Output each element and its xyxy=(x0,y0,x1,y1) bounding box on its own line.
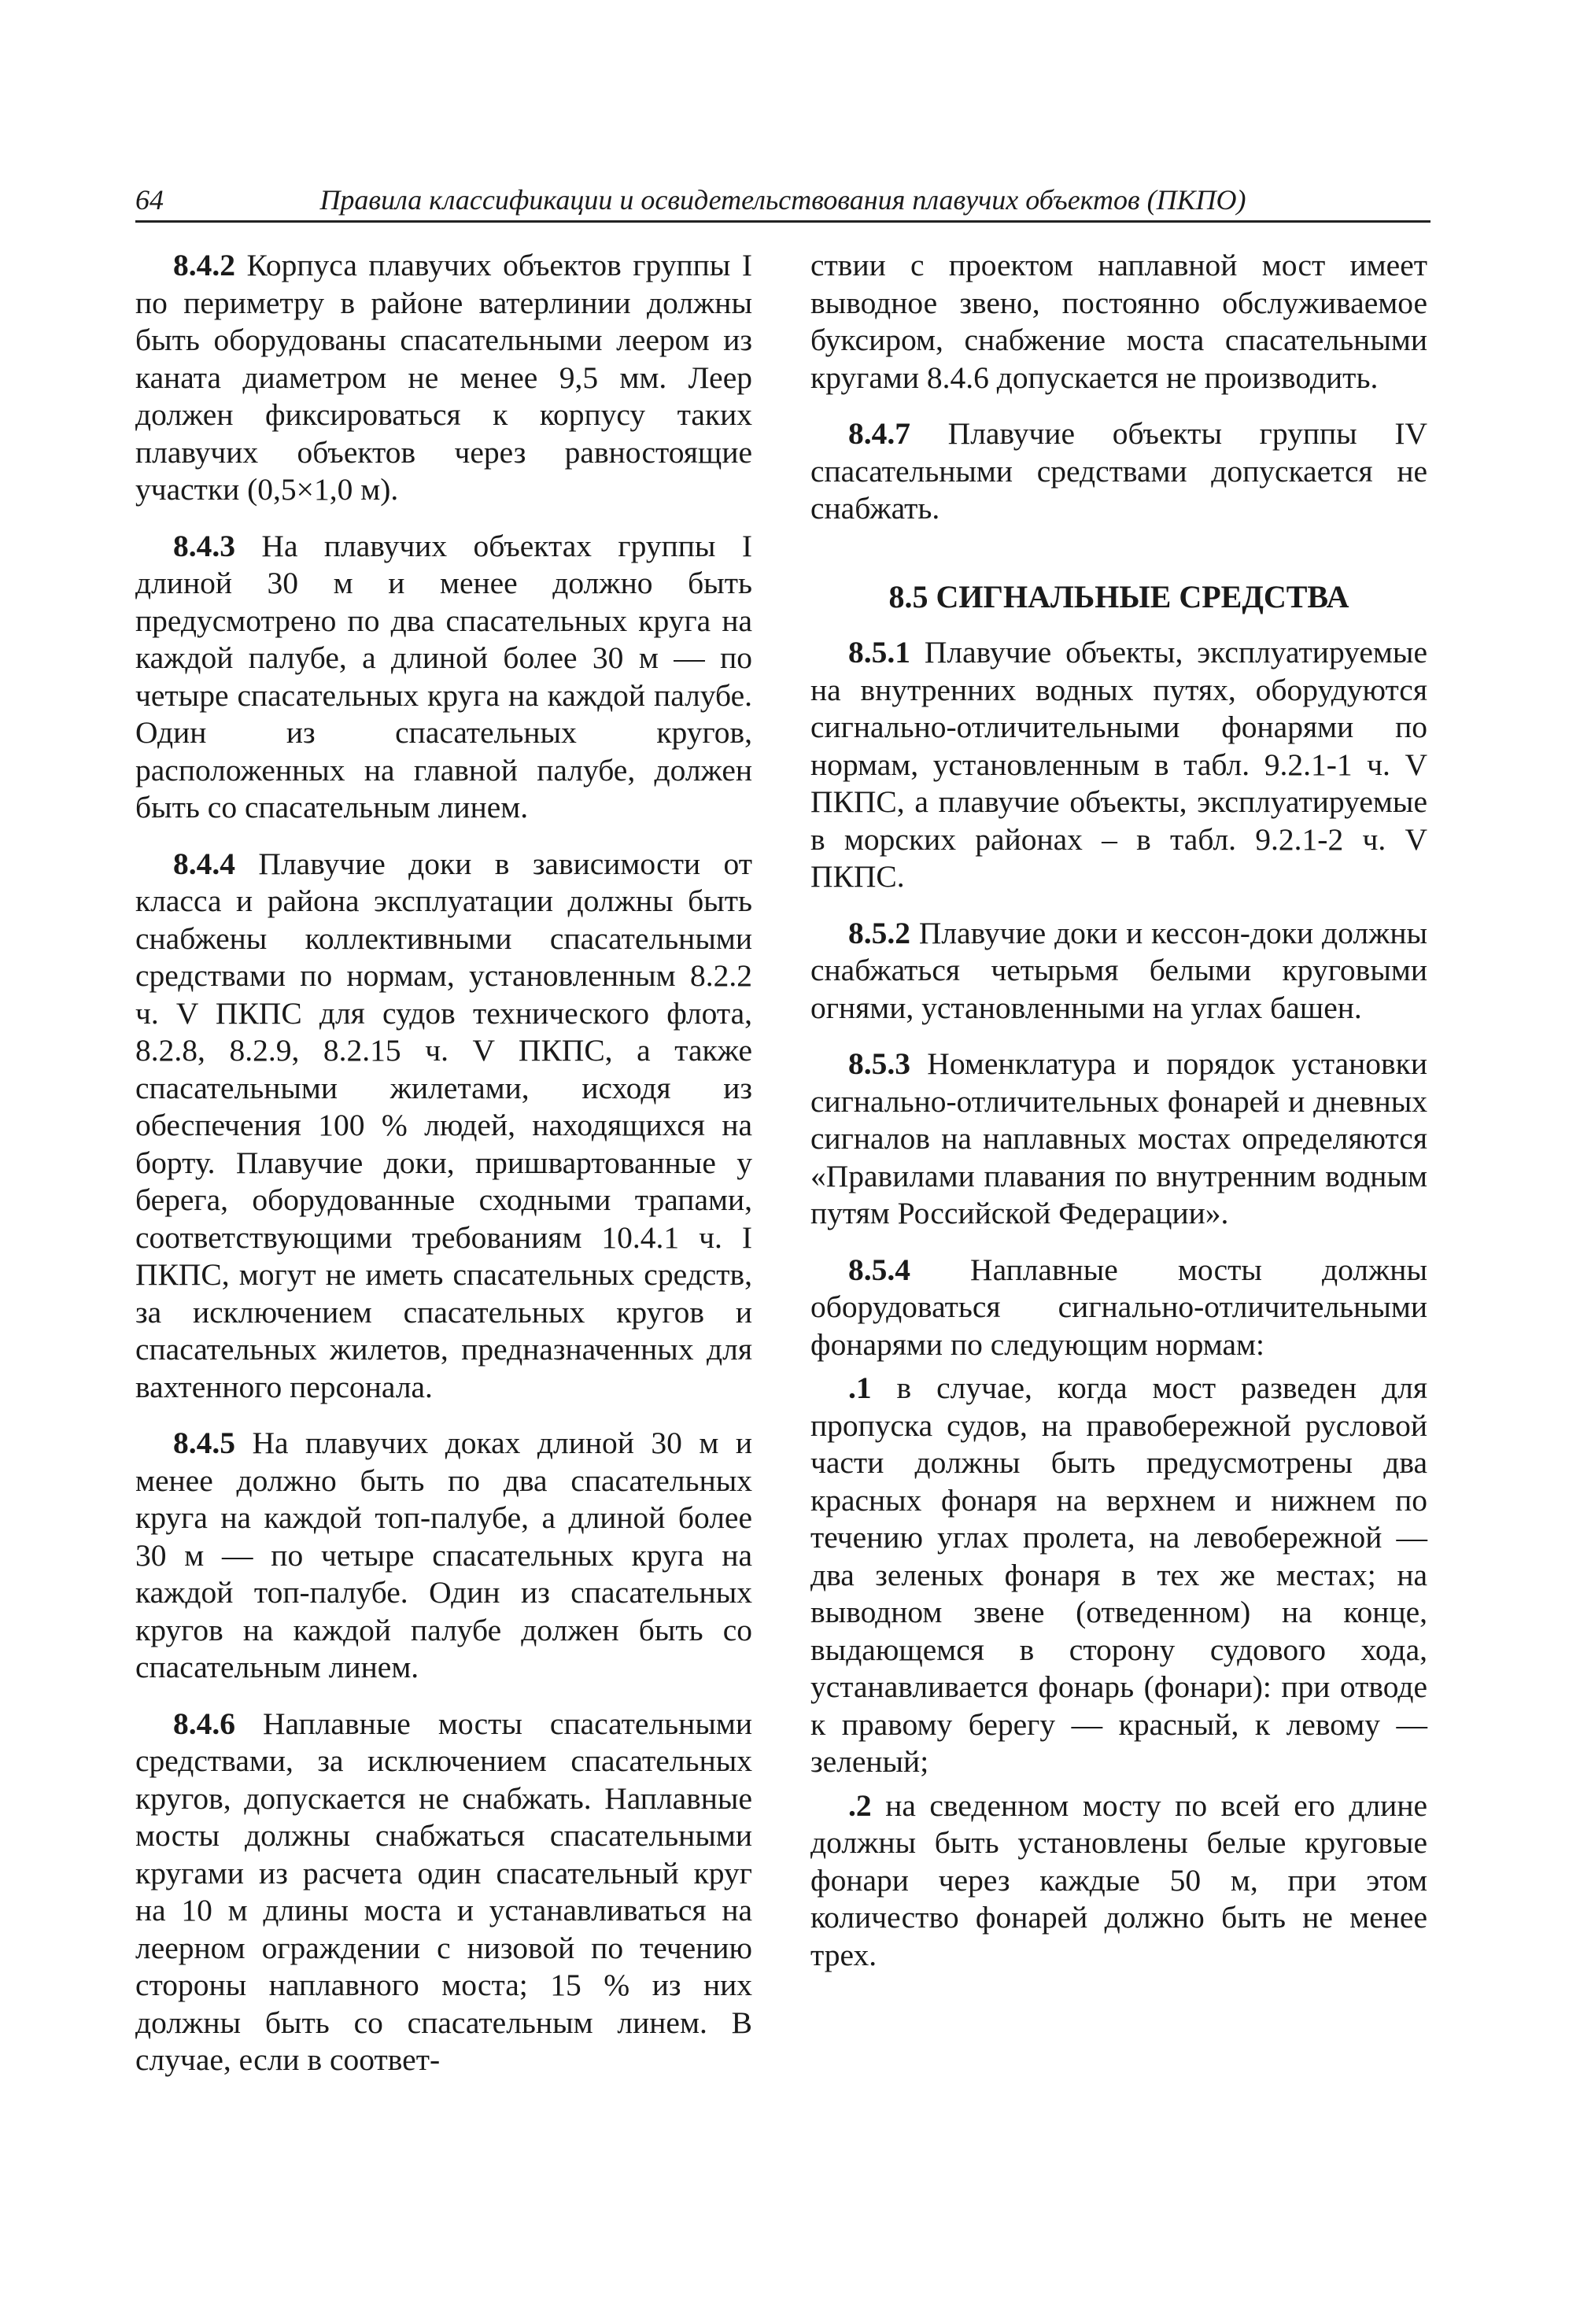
page-number: 64 xyxy=(135,184,164,216)
paragraph-8-4-2 xyxy=(135,247,752,509)
clause-number: 8.4.2 xyxy=(173,248,235,282)
header-title: Правила классификации и освидетельствования плавучих объектов (ПКПО) xyxy=(319,184,1246,216)
clause-number: 8.4.5 xyxy=(173,1426,235,1460)
paragraph-8-4-5 xyxy=(135,1425,752,1687)
paragraph-8-4-6-continued: ствии с проектом наплавной мост имеет выводное звено, постоянно обслуживаемое буксиром, снабжение моста спасательными кругами 8.4.6 допускается не производить. xyxy=(810,248,1427,395)
clause-number: 8.5.3 xyxy=(848,1046,910,1081)
clause-number: 8.4.7 xyxy=(848,416,910,451)
clause-number: 8.4.3 xyxy=(173,528,235,563)
list-item-1 xyxy=(810,1370,1427,1781)
item-text: на сведенном мосту по всей его длине должны быть установлены белые круговые фонари через каждые 50 м, при этом количество фонарей должно быть не менее трех. xyxy=(810,1787,1427,1972)
clause-text: Плавучие доки и кессон-доки должны снабжаться четырьмя белыми круговыми огнями, установленными на углах башен. xyxy=(810,915,1427,1025)
clause-text: Корпуса плавучих объектов группы I по периметру в районе ватерлинии должны быть оборудованы спасательными леером из каната диаметром не менее 9,5 мм. Леер должен фиксироваться к корпусу таких плавучих объектов через равностоящие участки (0,5×1,0 м). xyxy=(135,248,752,507)
clause-text: Наплавные мосты должны оборудоваться сигнально-отличительными фонарями по следующим нормам: xyxy=(810,1252,1427,1362)
paragraph-8-4-3 xyxy=(135,528,752,827)
paragraph-8-5-2 xyxy=(810,915,1427,1027)
clause-text: Плавучие объекты, эксплуатируемые на внутренних водных путях, оборудуются сигнально-отличительными фонарями по нормам, установленным в табл. 9.2.1-1 ч. V ПКПС, а плавучие объекты, эксплуатируемые в морских районах – в табл. 9.2.1-2 ч. V ПКПС. xyxy=(810,635,1427,894)
clause-text: Плавучие объекты группы IV спасательными средствами допускается не снабжать. xyxy=(810,416,1427,526)
clause-number: 8.5.2 xyxy=(848,915,910,950)
right-column xyxy=(810,247,1427,1980)
paragraph-8-5-3 xyxy=(810,1046,1427,1233)
clause-text: Плавучие доки в зависимости от класса и района эксплуатации должны быть снабжены коллективными спасательными средствами по нормам, установленным 8.2.2 ч. V ПКПС для судов технического флота, 8.2.8, 8.2.9, 8.2.15 ч. V ПКПС, а также спасательными жилетами, исходя из обеспечения 100 % людей, находящихся на борту. Плавучие доки, пришвартованные у берега, оборудованные сходными трапами, соответствующими требованиям 10.4.1 ч. I ПКПС, могут не иметь спасательных средств, за исключением спасательных кругов и спасательных жилетов, предназначенных для вахтенного персонала. xyxy=(135,846,752,1404)
paragraph-8-5-4 xyxy=(810,1252,1427,1364)
item-number: .1 xyxy=(848,1370,872,1405)
clause-number: 8.5.1 xyxy=(848,635,910,670)
clause-text: На плавучих объектах группы I длиной 30 м и менее должно быть предусмотрено по два спасательных круга на каждой палубе, а длиной более 30 м — по четыре спасательных круга на каждой палубе. Один из спасательных кругов, расположенных на главной палубе, должен быть со спасательным линем. xyxy=(135,528,752,824)
running-header xyxy=(135,179,1430,223)
paragraph-8-4-4 xyxy=(135,846,752,1407)
paragraph-8-4-7 xyxy=(810,415,1427,528)
clause-text: Наплавные мосты спасательными средствами, за исключением спасательных кругов, допускается не снабжать. Наплавные мосты должны снабжаться спасательными кругами из расчета один спасательный круг на 10 м длины моста и устанавливаться на леерном ограждении с низовой по течению стороны наплавного моста; 15 % из них должны быть со спасательным линем. В случае, если в соответ- xyxy=(135,1706,752,2077)
paragraph-8-4-6 xyxy=(135,1706,752,2079)
left-column xyxy=(135,247,752,2098)
clause-text: Номенклатура и порядок установки сигнально-отличительных фонарей и дневных сигналов на наплавных мостах определяются «Правилами плавания по внутренним водным путям Российской Федерации». xyxy=(810,1046,1427,1230)
list-item-2 xyxy=(810,1787,1427,1975)
clause-number: 8.4.4 xyxy=(173,846,235,881)
item-number: .2 xyxy=(848,1787,872,1823)
clause-text: На плавучих доках длиной 30 м и менее должно быть по два спасательных круга на каждой топ-палубе, а длиной более 30 м — по четыре спасательных круга на каждой топ-палубе. Один из спасательных кругов на каждой палубе должен быть со спасательным линем. xyxy=(135,1426,752,1684)
paragraph-8-5-1 xyxy=(810,634,1427,896)
item-text: в случае, когда мост разведен для пропуска судов, на правобережной русловой части должны быть предусмотрены два красных фонаря на верхнем и нижнем по течению углах пролета, на левобережной — два зеленых фонаря в тех же местах; на выводном звене (отведенном) на конце, выдающемся в сторону судового хода, устанавливается фонарь (фонари): при отводе к правому берегу — красный, к левому — зеленый; xyxy=(810,1370,1427,1779)
clause-number: 8.4.6 xyxy=(173,1706,235,1741)
clause-number: 8.5.4 xyxy=(848,1252,910,1287)
section-heading: 8.5 СИГНАЛЬНЫЕ СРЕДСТВА xyxy=(888,578,1349,614)
